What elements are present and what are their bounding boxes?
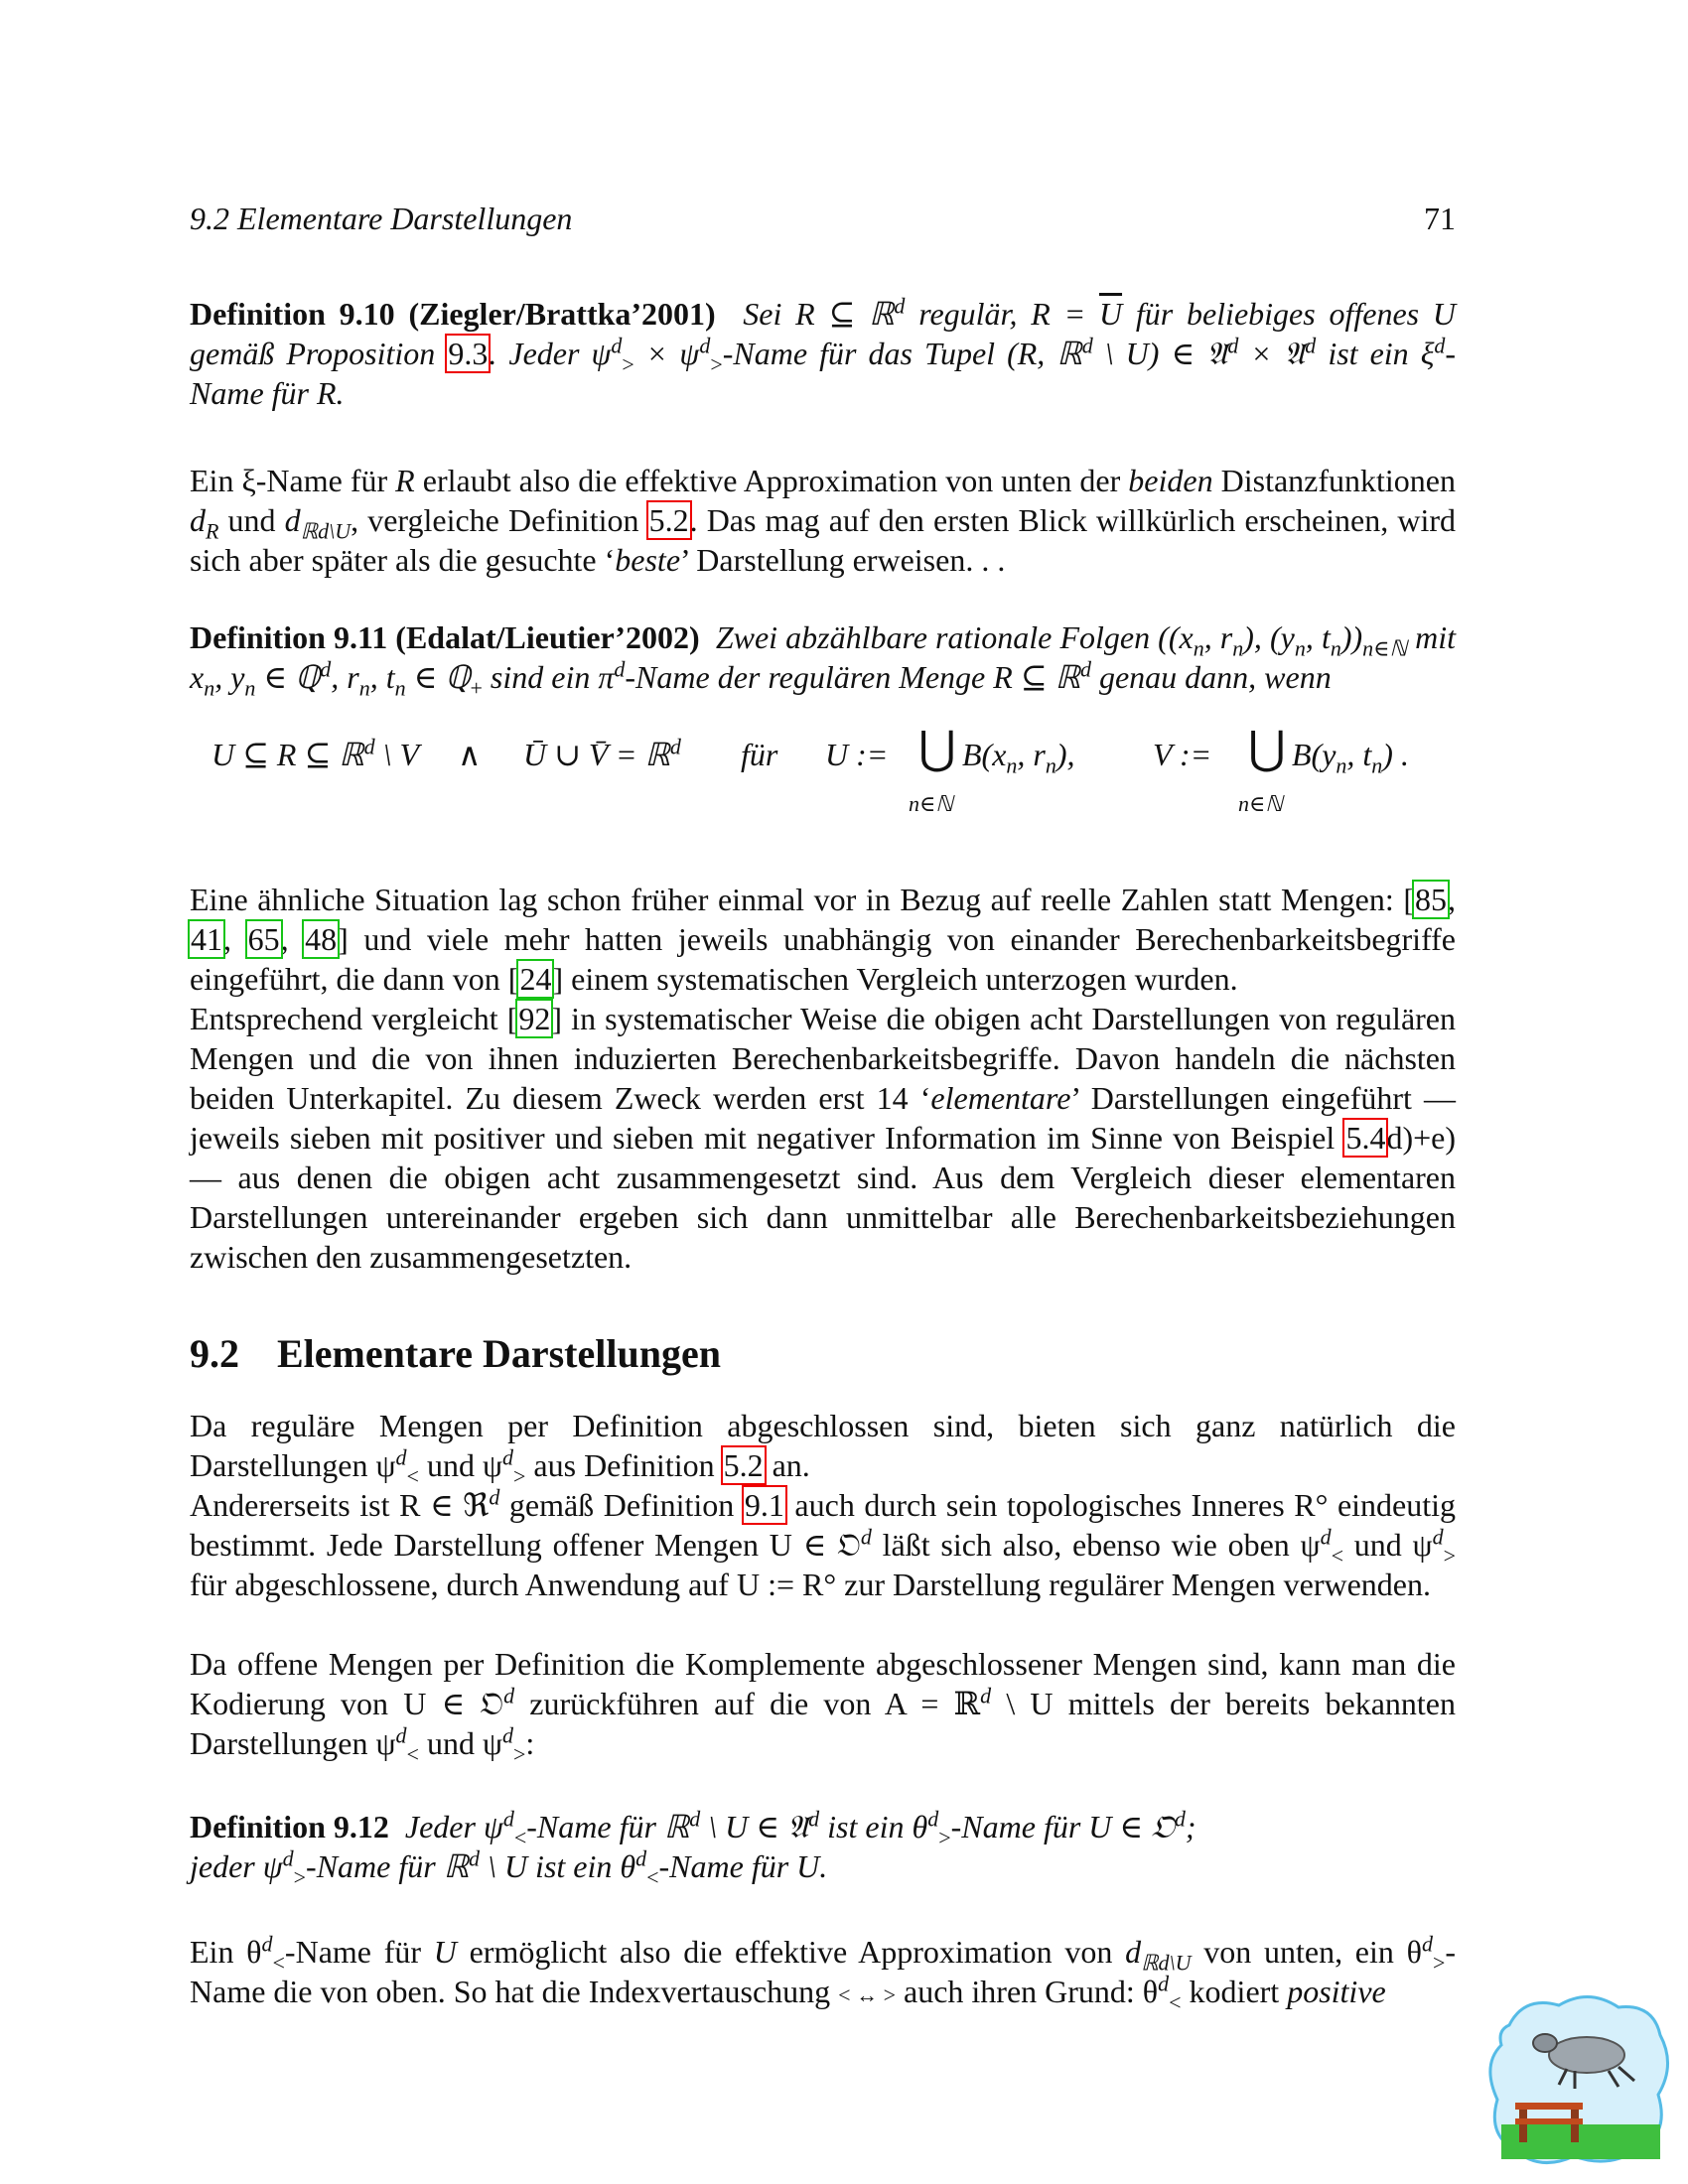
def-text: -Name für U. [658, 1848, 828, 1884]
text: d [190, 502, 206, 538]
sub-n: n [358, 675, 370, 701]
sub-gt: > [622, 351, 634, 377]
sup-d: d [1432, 1524, 1444, 1550]
sub-n: n [1232, 635, 1244, 661]
text: für abgeschlossene, durch Anwendung auf U := R° zur Darstellung regulärer Mengen verwenden. [190, 1567, 1431, 1602]
citation-41[interactable]: 41 [191, 921, 222, 957]
formula-text: , t [1346, 737, 1372, 772]
ref-definition-5-2[interactable]: 5.2 [723, 1447, 764, 1483]
text: beiden [1128, 463, 1213, 498]
sup-d: d [669, 734, 681, 759]
sup-d: d [1434, 333, 1446, 358]
sup-d: d [501, 1444, 513, 1470]
citation-24[interactable]: 24 [519, 961, 552, 997]
definition-9-12 [190, 1806, 1456, 1890]
text: aus Definition [525, 1447, 723, 1483]
text: von unten, ein θ [1191, 1934, 1422, 1970]
sub-n: n [394, 675, 406, 701]
formula-text: B(y [1292, 737, 1336, 772]
text: und [218, 502, 285, 538]
text: ermöglicht also die effektive Approximation von [456, 1934, 1126, 1970]
def-text: Name für R. [190, 375, 345, 411]
sup-d: d [894, 293, 906, 319]
def-text: genau dann, wenn [1090, 659, 1332, 695]
def-text: -Name für ℝ [526, 1809, 690, 1844]
def-text: jeder ψ [190, 1848, 283, 1884]
text: Distanzfunktionen [1212, 463, 1457, 498]
sup-d: d [502, 1806, 514, 1832]
sub-rd-minus-u: ℝd\U [1141, 1950, 1192, 1976]
sup-d: d [689, 1806, 701, 1832]
paragraph-interior [190, 1485, 1456, 1604]
sup-d: d [503, 1683, 515, 1708]
text: ] einem systematischen Vergleich unterzogen wurden. [552, 961, 1238, 997]
sub-n: n [1193, 635, 1204, 661]
sup-d: d [980, 1683, 992, 1708]
definition-9-11 [190, 617, 1457, 701]
sup-d: d [469, 1845, 481, 1871]
sub-n: n [204, 675, 215, 701]
sub-lt: < [1331, 1543, 1344, 1569]
section-title: Elementare Darstellungen [277, 1331, 721, 1376]
sup-d: d [501, 1722, 513, 1748]
def-text: für beliebiges offenes U [1122, 296, 1456, 332]
sub-n: n [1330, 635, 1341, 661]
paragraph-history: Eine ähnliche Situation lag schon früher einmal vor in Bezug auf reelle Zahlen statt Mengen: [85, 41, 65, 48] und viele mehr hatten jeweils unabhängig von einander Berechenbarkeitsbegriffe eingeführt, die dann von [24] einem systematischen Vergleich unterzogen wurden. [190, 882, 1457, 997]
paragraph-xi-name [190, 461, 1456, 580]
text: gemäß Definition [499, 1487, 744, 1523]
def-text: × 𝔄 [1238, 336, 1306, 371]
text: auch durch sein topologisches Inneres R° eindeutig bestimmt. Jede Darstellung offener Mengen U ∈ 𝔒 [190, 1487, 1457, 1563]
text: R [395, 463, 415, 498]
text: an. [764, 1447, 810, 1483]
definition-label: Definition 9.12 [190, 1809, 389, 1844]
sup-d: d [1320, 1524, 1332, 1550]
paragraph-complements [190, 1644, 1457, 1767]
page-number: 71 [1424, 201, 1456, 236]
text: d [1125, 1934, 1142, 1970]
text: auch ihren Grund: θ [895, 1974, 1159, 2009]
def-text: )) [1340, 619, 1363, 655]
def-text: . Jeder ψ [489, 336, 612, 371]
section-number: 9.2 [190, 1331, 239, 1376]
ref-proposition-9-3[interactable]: 9.3 [448, 336, 489, 371]
text: erlaubt also die effektive Approximation von unten der [414, 463, 1129, 498]
formula-text: B(x [962, 737, 1007, 772]
citation-92[interactable]: 92 [518, 1001, 551, 1036]
def-text: regulär, R = [905, 296, 1099, 332]
formula-mid [523, 735, 681, 774]
sup-d: d [395, 1444, 407, 1470]
def-text: ; [1185, 1809, 1196, 1844]
text: , vergleiche Definition [351, 502, 648, 538]
def-text: ist ein ξ [1316, 336, 1435, 371]
text: : [525, 1725, 535, 1761]
sub-gt: > [293, 1864, 307, 1890]
text: Ein ξ-Name für [190, 463, 396, 498]
text: läßt sich also, ebenso wie oben ψ [871, 1527, 1321, 1563]
definition-label: Definition 9.11 (Edalat/Lieutier’2002) [190, 619, 700, 655]
sub-gt: > [938, 1825, 951, 1850]
definition-9-10 [190, 294, 1456, 413]
text: Andererseits ist R ∈ ℜ [190, 1487, 490, 1523]
sub-n: n [1371, 752, 1383, 778]
def-text: -Name der regulären Menge R ⊆ ℝ [625, 659, 1080, 695]
text: U [433, 1934, 457, 1970]
paragraph-section-intro [190, 1406, 1456, 1489]
text: elementare [930, 1080, 1071, 1116]
section-heading [190, 1330, 721, 1378]
text: d [284, 502, 301, 538]
def-text: Sei R ⊆ ℝ [743, 296, 895, 332]
sub-n: n [244, 675, 256, 701]
sup-d: d [320, 656, 332, 682]
def-text: \ U) ∈ 𝔄 [1092, 336, 1228, 371]
sub-lt: < [406, 1741, 419, 1767]
def-text: Jeder ψ [404, 1809, 503, 1844]
def-text: , r [1203, 619, 1233, 655]
def-text: sind ein π [482, 659, 615, 695]
text: und ψ [1343, 1527, 1433, 1563]
text: -Name für [284, 1934, 434, 1970]
formula-fuer: für [741, 737, 778, 772]
formula-text: , r [1017, 737, 1046, 772]
union-symbol: ⋃ [918, 723, 956, 773]
formula-u-term [962, 735, 1075, 778]
citation-85[interactable]: 85 [1415, 882, 1447, 917]
sub-gt: > [512, 1741, 526, 1767]
sup-d: d [1227, 333, 1239, 358]
def-text: -Name für das Tupel (R, ℝ [722, 336, 1082, 371]
formula-v-def: V := [1153, 737, 1212, 772]
text: d)+e) — aus denen die obigen acht zusammengesetzt sind. Aus dem Vergleich dieser elementaren Darstellungen untereinander ergeben sich dann unmittelbar alle Berechenbarkeitsbeziehungen zwischen den zusammengesetzten. [190, 1120, 1456, 1275]
text: Da reguläre Mengen per Definition abgeschlossen sind, bieten sich ganz natürlich die Darstellungen ψ [190, 1408, 1456, 1483]
text: zurückführen auf die von A = ℝ [514, 1686, 981, 1721]
text: positive [1287, 1974, 1386, 2009]
text: -Name die von oben. So hat die Indexvertauschung [190, 1934, 1457, 2009]
text: . Das mag auf den ersten Blick willkürlich erscheinen, wird sich aber später als die gesuchte ‘ [190, 502, 1457, 578]
sup-d: d [927, 1806, 939, 1832]
running-header [190, 199, 1456, 242]
def-text: , t [1305, 619, 1331, 655]
formula-text: U ⊆ R ⊆ ℝ [211, 737, 364, 772]
text: ] und viele mehr hatten jeweils unabhängig von einander Berechenbarkeitsbegriffe eingeführt, die dann von [ [190, 921, 1457, 997]
def-text: -Name für ℝ [306, 1848, 470, 1884]
text: ] in systematischer Weise die obigen acht Darstellungen von regulären Mengen und die von ihnen induzierten Berechenbarkeitsbegriffe. Davon handeln die nächsten beiden Unterkapitel. Zu diesem Zweck werden erst 14 ‘ [190, 1001, 1457, 1116]
sub-gt: > [710, 351, 723, 377]
def-text: , r [331, 659, 359, 695]
text: Eine ähnliche Situation lag schon früher einmal vor in Bezug auf reelle Zahlen statt Mengen: [ [190, 882, 1414, 917]
def-text: mit x [190, 619, 1457, 695]
sub-gt: > [1443, 1543, 1457, 1569]
sup-d: d [808, 1806, 820, 1832]
formula-u-def: U := [825, 737, 889, 772]
union-index: n∈ℕ [909, 791, 953, 816]
text: Entsprechend vergleicht [ [190, 1001, 518, 1036]
sup-d: d [1081, 333, 1093, 358]
sup-d: d [860, 1524, 872, 1550]
definition-label: Definition 9.10 (Ziegler/Brattka’2001) [190, 296, 716, 332]
sub-gt: > [1432, 1950, 1446, 1976]
sub-lt: < [1169, 1989, 1182, 2015]
sub-gt: > [512, 1463, 526, 1489]
def-text: -Name für U ∈ 𝔒 [950, 1809, 1175, 1844]
formula-lhs [211, 735, 419, 774]
text: Ein θ [190, 1934, 262, 1970]
def-text: Zwei abzählbare rationale Folgen ((x [715, 619, 1194, 655]
sub-lt: < [513, 1825, 527, 1850]
def-text: - [1445, 336, 1457, 371]
sub-n: n [1045, 752, 1056, 778]
formula-text: ) . [1382, 737, 1409, 772]
sub-n: n [1006, 752, 1018, 778]
sup-d: d [1305, 333, 1317, 358]
sup-d: d [1421, 1931, 1433, 1957]
text: ’ Darstellungen eingeführt — jeweils sieben mit positiver und sieben mit negativer Information im Sinne von Beispiel [190, 1080, 1457, 1156]
sheep-jumping-fence-icon [1479, 1985, 1678, 2174]
sup-d: d [614, 656, 626, 682]
def-text: × ψ [633, 336, 700, 371]
sub-lt: < [646, 1864, 659, 1890]
sub-r: R [206, 518, 219, 544]
text: und ψ [418, 1725, 502, 1761]
ref-beispiel-5-4[interactable]: 5.4 [1345, 1120, 1386, 1156]
sup-d: d [363, 734, 375, 759]
formula-text: \ V [374, 737, 420, 772]
sub-n-in-n: n∈ℕ [1362, 635, 1408, 661]
def-text: , t [369, 659, 395, 695]
union-symbol: ⋃ [1248, 723, 1286, 773]
sup-d: d [611, 333, 623, 358]
text: \ U mittels der bereits bekannten Darstellungen ψ [190, 1686, 1457, 1761]
formula-v-term [1292, 735, 1409, 778]
citation-65[interactable]: 65 [247, 921, 280, 957]
def-text: ∈ ℚ [405, 659, 471, 695]
ref-definition-9-1[interactable]: 9.1 [744, 1487, 784, 1523]
def-text: ), (y [1243, 619, 1295, 655]
sup-d: d [1174, 1806, 1186, 1832]
union-index: n∈ℕ [1238, 791, 1283, 816]
paragraph-theta [190, 1932, 1456, 2015]
display-formula [190, 723, 1456, 824]
formula-and: ∧ [458, 737, 482, 772]
def-text: ∈ ℚ [255, 659, 321, 695]
text: Da offene Mengen per Definition die Komplemente abgeschlossener Mengen sind, kann man die Kodierung von U ∈ 𝔒 [190, 1646, 1456, 1721]
def-text: \ U ∈ 𝔄 [700, 1809, 809, 1844]
index-swap: < ↔ > [838, 1982, 896, 2007]
formula-text: ), [1055, 737, 1075, 772]
text: beste [615, 542, 681, 578]
sup-d: d [282, 1845, 294, 1871]
sup-d: d [489, 1484, 500, 1510]
paragraph-compare [190, 999, 1456, 1277]
ref-definition-5-2[interactable]: 5.2 [648, 502, 689, 538]
sup-d: d [395, 1722, 407, 1748]
sup-d: d [1158, 1971, 1170, 1996]
sup-d: d [1079, 656, 1091, 682]
def-text: \ U ist ein θ [480, 1848, 636, 1884]
def-text: ist ein θ [819, 1809, 928, 1844]
sub-n: n [1294, 635, 1306, 661]
text: ’ Darstellung erweisen. . . [680, 542, 1006, 578]
sub-lt: < [406, 1463, 419, 1489]
citation-48[interactable]: 48 [305, 921, 338, 957]
sup-d: d [635, 1845, 647, 1871]
sub-rd-minus-u: ℝd\U [300, 518, 352, 544]
sup-d: d [699, 333, 711, 358]
def-text: gemäß Proposition [190, 336, 448, 371]
sub-n: n [1336, 752, 1347, 778]
text: kodiert [1181, 1974, 1288, 2009]
sup-d: d [261, 1931, 273, 1957]
sub-plus: + [470, 675, 483, 701]
sub-lt: < [272, 1950, 285, 1976]
u-bar: $\overline{U}$ [1098, 296, 1123, 332]
text: und ψ [418, 1447, 502, 1483]
formula-text: Ū ∪ V̄ = ℝ [523, 737, 670, 772]
def-text: , y [214, 659, 245, 695]
header-section-title: 9.2 Elementare Darstellungen [190, 201, 573, 236]
